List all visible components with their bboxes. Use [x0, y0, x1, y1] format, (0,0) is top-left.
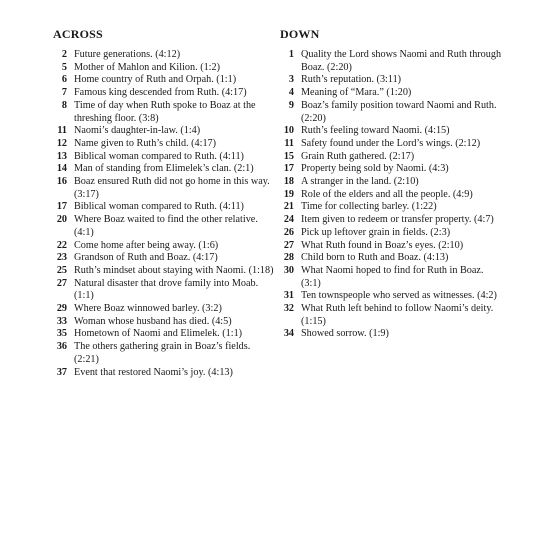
clue-text: Come home after being away. (1:6) — [74, 239, 219, 251]
clue-text: Biblical woman compared to Ruth. (4:11) — [74, 150, 244, 162]
clue-item — [280, 138, 502, 151]
clue-text: Meaning of “Mara.” (1:20) — [301, 87, 412, 99]
clue-text: Boaz’s family position toward Naomi and Ruth. (2:20) — [301, 99, 497, 124]
clue-text: Ruth’s reputation. (3:11) — [301, 74, 402, 86]
clue-number: 21 — [283, 201, 294, 213]
clue-number: 17 — [283, 163, 294, 175]
down-clue-list — [280, 49, 502, 341]
clue-text: Biblical woman compared to Ruth. (4:11) — [74, 201, 244, 213]
clue-number: 2 — [61, 49, 67, 60]
clue-text: Showed sorrow. (1:9) — [301, 328, 389, 340]
clue-number: 6 — [61, 74, 67, 86]
clue-item — [53, 265, 275, 278]
clue-text: Natural disaster that drove family into Moab. (1:1) — [74, 277, 259, 302]
clue-number: 23 — [56, 252, 67, 264]
clue-item — [53, 278, 275, 303]
clue-number: 29 — [56, 303, 67, 315]
clue-item — [280, 252, 502, 265]
clue-text: Hometown of Naomi and Elimelek. (1:1) — [74, 328, 243, 340]
clue-item — [53, 176, 275, 201]
clue-text: The others gathering grain in Boaz’s fields. (2:21) — [74, 341, 251, 365]
clue-number: 12 — [56, 137, 67, 149]
clue-item — [280, 151, 502, 164]
clue-number: 9 — [288, 99, 294, 111]
clue-text: Where Boaz waited to find the other relative. (4:1) — [74, 214, 258, 238]
clue-text: Ten townspeople who served as witnesses. (4:2) — [301, 290, 497, 302]
clue-item — [280, 290, 502, 303]
clue-number: 18 — [283, 176, 294, 188]
clue-text: What Ruth found in Boaz’s eyes. (2:10) — [301, 239, 464, 251]
clue-number: 19 — [283, 188, 294, 200]
clue-number: 5 — [61, 61, 67, 73]
clue-text: Home country of Ruth and Orpah. (1:1) — [74, 74, 237, 86]
down-heading: DOWN — [280, 27, 320, 41]
clue-item — [280, 240, 502, 253]
clue-item — [53, 303, 275, 316]
clue-text: Pick up leftover grain in fields. (2:3) — [301, 226, 451, 238]
across-heading: ACROSS — [53, 27, 103, 41]
clue-number: 30 — [283, 264, 294, 276]
clue-text: Ruth’s mindset about staying with Naomi. (1:18) — [74, 264, 274, 276]
clue-text: A stranger in the land. (2:10) — [301, 176, 419, 188]
clue-number: 14 — [56, 163, 67, 175]
clue-item — [53, 367, 275, 380]
clue-number: 17 — [56, 201, 67, 213]
clue-item — [280, 214, 502, 227]
clue-number: 15 — [283, 150, 294, 162]
clue-number: 28 — [283, 252, 294, 264]
clue-number: 22 — [56, 239, 67, 251]
clue-text: Item given to redeem or transfer property. (4:7) — [301, 214, 494, 226]
clue-text: What Ruth left behind to follow Naomi’s deity. (1:15) — [301, 303, 494, 327]
clue-item — [53, 74, 275, 87]
clue-text: Child born to Ruth and Boaz. (4:13) — [301, 252, 449, 264]
across-clue-list — [53, 49, 275, 379]
clue-item — [280, 125, 502, 138]
clue-item — [53, 62, 275, 75]
clue-text: Time of day when Ruth spoke to Boaz at the threshing floor. (3:8) — [74, 99, 256, 124]
clue-item — [53, 100, 275, 125]
clue-item — [53, 125, 275, 138]
clue-text: Time for collecting barley. (1:22) — [301, 201, 437, 213]
clue-item — [280, 303, 502, 328]
clue-item — [53, 151, 275, 164]
clue-item — [53, 252, 275, 265]
clue-text: Boaz ensured Ruth did not go home in this way. (3:17) — [74, 176, 270, 200]
clue-item — [280, 189, 502, 202]
clue-item — [280, 100, 502, 125]
clue-number: 32 — [283, 303, 294, 315]
clue-text: Where Boaz winnowed barley. (3:2) — [74, 303, 222, 315]
clue-text: Future generations. (4:12) — [74, 49, 181, 60]
clue-item — [280, 49, 502, 74]
clue-text: Mother of Mahlon and Kilion. (1:2) — [74, 61, 220, 73]
clue-number: 34 — [283, 328, 294, 340]
clue-number: 37 — [56, 366, 67, 378]
clue-text: Safety found under the Lord’s wings. (2:12) — [301, 137, 481, 149]
clue-number: 27 — [56, 277, 67, 289]
clue-text: Role of the elders and all the people. (4:9) — [301, 188, 473, 200]
clue-number: 26 — [283, 226, 294, 238]
clue-item — [280, 176, 502, 189]
clue-text: Man of standing from Elimelek’s clan. (2:1) — [74, 163, 254, 175]
clue-text: Woman whose husband has died. (4:5) — [74, 315, 232, 327]
clue-item — [280, 201, 502, 214]
clue-number: 27 — [283, 239, 294, 251]
clue-text: Name given to Ruth’s child. (4:17) — [74, 137, 217, 149]
clue-number: 31 — [283, 290, 294, 302]
clue-text: Property being sold by Naomi. (4:3) — [301, 163, 449, 175]
clue-number: 16 — [56, 176, 67, 188]
clue-number: 11 — [57, 125, 67, 137]
clue-item — [280, 265, 502, 290]
clue-number: 13 — [56, 150, 67, 162]
clue-item — [280, 163, 502, 176]
clue-text: Grain Ruth gathered. (2:17) — [301, 150, 415, 162]
clue-item — [53, 163, 275, 176]
clue-number: 24 — [283, 214, 294, 226]
clue-number: 3 — [288, 74, 294, 86]
clue-number: 20 — [56, 214, 67, 226]
clue-text: Ruth’s feeling toward Naomi. (4:15) — [301, 125, 450, 137]
clue-number: 1 — [288, 49, 294, 60]
clue-text: Quality the Lord shows Naomi and Ruth through Boaz. (2:20) — [301, 49, 502, 73]
clue-item — [53, 214, 275, 239]
clue-number: 35 — [56, 328, 67, 340]
clue-item — [53, 328, 275, 341]
clue-item — [53, 341, 275, 366]
across-column — [53, 27, 275, 379]
clue-text: Famous king descended from Ruth. (4:17) — [74, 87, 247, 99]
clue-item — [280, 328, 502, 341]
clue-number: 10 — [283, 125, 294, 137]
clue-item — [280, 87, 502, 100]
clue-number: 11 — [284, 137, 294, 149]
clue-number: 7 — [61, 87, 67, 99]
clue-item — [53, 87, 275, 100]
clue-number: 8 — [61, 99, 67, 111]
clue-text: Naomi’s daughter-in-law. (1:4) — [74, 125, 201, 137]
clue-item — [53, 316, 275, 329]
clue-item — [280, 74, 502, 87]
clue-item — [53, 201, 275, 214]
clue-text: Event that restored Naomi’s joy. (4:13) — [74, 366, 233, 378]
clue-text: Grandson of Ruth and Boaz. (4:17) — [74, 252, 218, 264]
clue-number: 25 — [56, 264, 67, 276]
down-column — [280, 27, 502, 341]
clue-text: What Naomi hoped to find for Ruth in Boaz. (3:1) — [301, 264, 484, 289]
clue-item — [53, 138, 275, 151]
clue-item — [53, 240, 275, 253]
clue-item — [53, 49, 275, 62]
clue-number: 36 — [56, 341, 67, 353]
clue-number: 33 — [56, 315, 67, 327]
clue-item — [280, 227, 502, 240]
clue-number: 4 — [288, 87, 294, 99]
